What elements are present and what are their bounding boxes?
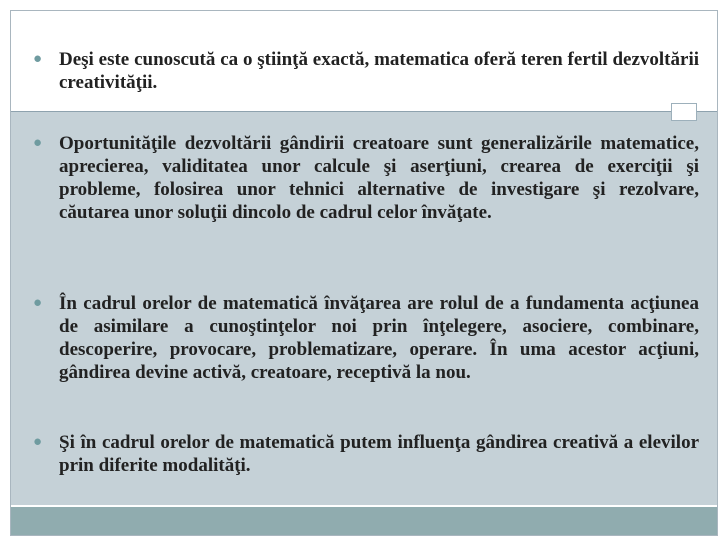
bullet-text: Şi în cadrul orelor de matematică putem influenţa gândirea creativă a elevilor prin diferite modalităţi. [59,432,699,476]
footer-band [11,507,717,535]
bullet-item-2 [33,132,699,224]
bullet-item-4 [33,431,699,477]
slide-frame [10,10,718,536]
bullet-text: Deşi este cunoscută ca o ştiinţă exactă, matematica oferă teren fertil dezvoltării creativităţii. [59,49,699,93]
bullet-icon: ● [33,51,43,67]
bullet-icon: ● [33,135,43,151]
bullet-item-3 [33,292,699,384]
bullet-icon: ● [33,295,43,311]
bullet-text: Oportunităţile dezvoltării gândirii creatoare sunt generalizările matematice, aprecierea, validitatea unor calcule şi aserţiuni, crearea de exerciţii şi probleme, folosirea unor tehnici alternative de investigare şi rezolvare, căutarea unor soluţii dincolo de cadrul celor învăţate. [59,133,699,223]
bullet-item-1 [33,48,699,94]
bullet-text: În cadrul orelor de matematică învăţarea are rolul de a fundamenta acţiunea de asimilare a cunoştinţelor noi prin înţelegere, asociere, combinare, descoperire, provocare, problematizare, operare. În uma acestor acţiuni, gândirea devine activă, creatoare, receptivă la nou. [59,293,699,383]
divider-accent-box [671,103,697,121]
bullet-icon: ● [33,434,43,450]
